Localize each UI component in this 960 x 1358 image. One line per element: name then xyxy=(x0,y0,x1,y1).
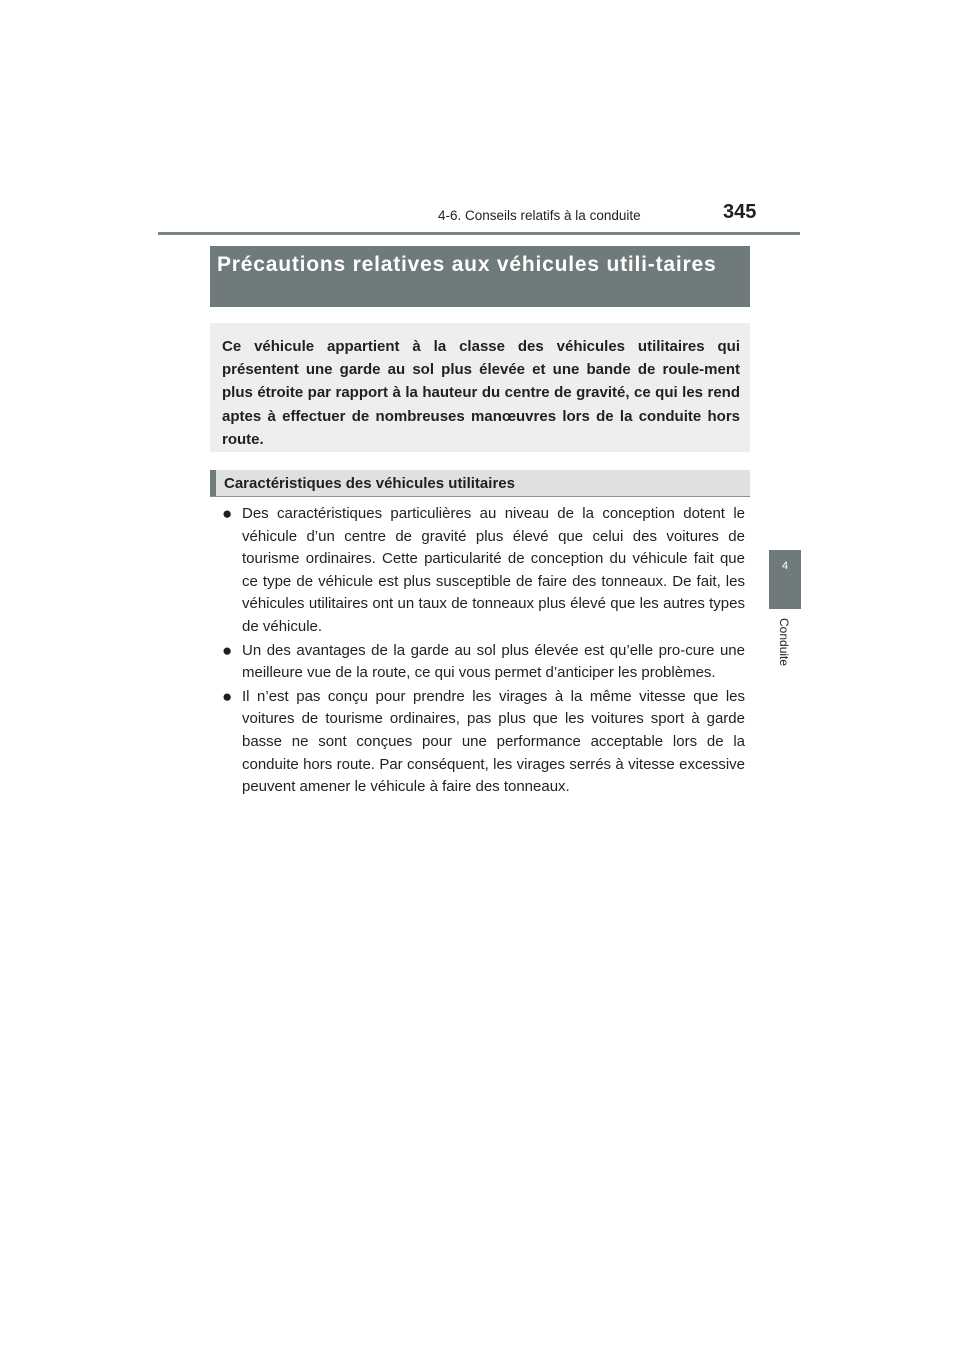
list-item-text: Des caractéristiques particulières au niveau de la conception dotent le véhicule d’un centre de gravité plus élevé que celui des voitures de tourisme ordinaires. Cette particularité de conception du véhicule fait que ce type de véhicule est plus susceptible de faire des tonneaux. De fait, les véhicules utilitaires ont un taux de tonneaux plus élevé que les autres types de véhicule. xyxy=(242,505,745,635)
intro-paragraph: Ce véhicule appartient à la classe des véhicules utilitaires qui présentent une garde au sol plus élevée et une bande de roule-ment plus étroite par rapport à la hauteur du centre de gravité, ce qui les rend aptes à effectuer de nombreuses manœuvres lors de la conduite hors route. xyxy=(210,323,750,452)
chapter-tab xyxy=(769,550,801,609)
subheading xyxy=(210,470,750,497)
bullet-icon: ● xyxy=(222,686,233,706)
bullet-icon: ● xyxy=(222,640,233,660)
bullet-icon: ● xyxy=(222,504,233,523)
list-item xyxy=(222,503,745,639)
subheading-text: Caractéristiques des véhicules utilitaires xyxy=(224,475,515,492)
subheading-accent-bar xyxy=(210,470,216,496)
list-item-text: Il n’est pas conçu pour prendre les virages à la même vitesse que les voitures de tourisme ordinaires, pas plus que les voitures sport à garde basse ne sont conçues pour une performance acceptable lors de la conduite hors route. Par conséquent, les virages serrés à vitesse excessive peuvent amener le véhicule à faire des tonneaux. xyxy=(242,687,745,796)
list-item-text: Un des avantages de la garde au sol plus élevée est qu’elle pro-cure une meilleure vue de la route, ce qui vous permet d’anticiper les problèmes. xyxy=(242,641,745,682)
chapter-tab-number: 4 xyxy=(781,560,789,572)
chapter-tab-label: Conduite xyxy=(777,618,791,667)
page-title: Précautions relatives aux véhicules utili-taires xyxy=(210,246,750,307)
header-divider xyxy=(158,232,800,235)
section-heading: 4-6. Conseils relatifs à la conduite xyxy=(438,208,641,223)
list-item xyxy=(222,640,745,685)
bullet-list xyxy=(222,503,745,800)
page-number: 345 xyxy=(723,201,757,223)
list-item xyxy=(222,686,745,799)
